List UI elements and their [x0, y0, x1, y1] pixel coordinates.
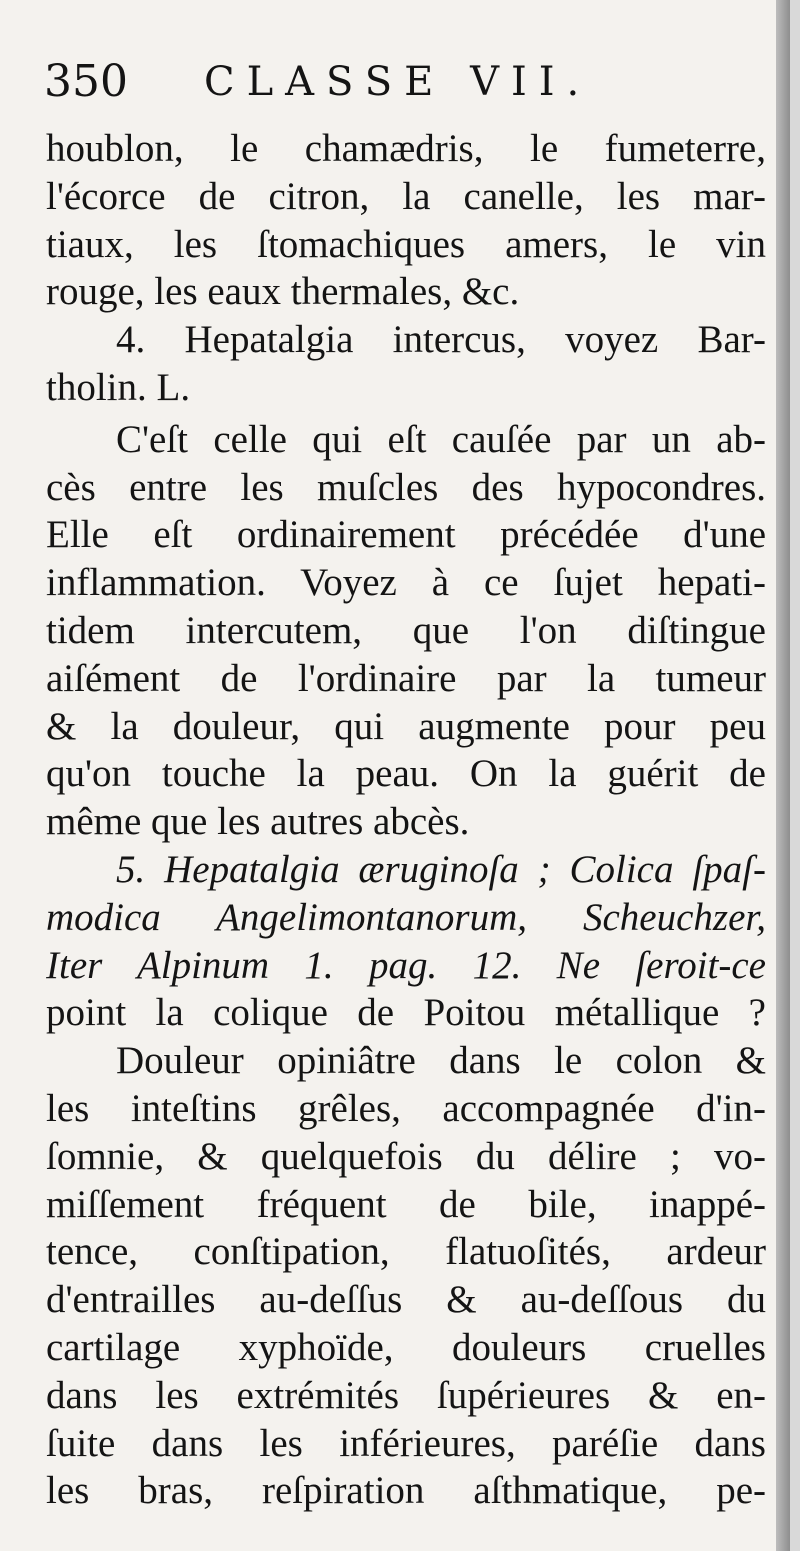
text-line: cartilage xyphoïde, douleurs cruelles — [46, 1325, 766, 1369]
text-line: C'eſt celle qui eſt cauſée par un ab- — [116, 417, 766, 461]
text-line: houblon, le chamædris, le fumeterre, — [46, 127, 766, 170]
text-line: d'entrailles au-deſſus & au-deſſous du — [46, 1278, 766, 1322]
text-line: qu'on touche la peau. On la guérit de — [46, 752, 766, 796]
text-line: tiaux, les ſtomachiques amers, le vin — [46, 222, 766, 266]
text-line: & la douleur, qui augmente pour peu — [46, 704, 766, 748]
text-line: ſuite dans les inférieures, paréſie dans — [46, 1421, 766, 1465]
text-line: l'écorce de citron, la canelle, les mar- — [46, 174, 766, 218]
text-line: cès entre les muſcles des hypocondres. — [46, 465, 766, 509]
text-line: inflammation. Voyez à ce ſujet hepati- — [46, 561, 766, 605]
text-line: 4. Hepatalgia intercus, voyez Bar- — [116, 318, 766, 362]
text-line: miſſement fréquent de bile, inappé- — [46, 1182, 766, 1226]
page-gutter-shadow — [776, 0, 790, 1551]
text-line: point la colique de Poitou métallique ? — [46, 991, 766, 1035]
text-line: dans les extrémités ſupérieures & en- — [46, 1373, 766, 1417]
text-line: tholin. L. — [46, 365, 191, 409]
text-line: même que les autres abcès. — [46, 800, 470, 844]
text-line: ſomnie, & quelquefois du délire ; vo- — [46, 1134, 766, 1178]
text-line: 5. Hepatalgia æruginoſa ; Colica ſpaſ- — [116, 847, 766, 891]
text-line: les bras, reſpiration aſthmatique, pe- — [46, 1469, 766, 1513]
text-line: aiſément de l'ordinaire par la tumeur — [46, 656, 766, 700]
running-head — [44, 52, 664, 112]
text-line: Douleur opiniâtre dans le colon & — [116, 1039, 766, 1083]
text-line: Elle eſt ordinairement précédée d'une — [46, 513, 766, 557]
chapter-heading: CLASSE VII. — [204, 59, 592, 105]
text-line: tidem intercutem, que l'on diſtingue — [46, 608, 766, 652]
page-number: 350 — [44, 56, 128, 107]
text-line: rouge, les eaux thermales, &c. — [46, 270, 520, 314]
text-line: Iter Alpinum 1. pag. 12. Ne ſeroit-ce — [46, 943, 766, 987]
text-line: modica Angelimontanorum, Scheuchzer, — [46, 895, 766, 939]
text-line: tence, conſtipation, flatuoſités, ardeur — [46, 1230, 766, 1274]
body-text — [46, 125, 766, 1515]
text-line: les inteſtins grêles, accompagnée d'in- — [46, 1086, 766, 1130]
